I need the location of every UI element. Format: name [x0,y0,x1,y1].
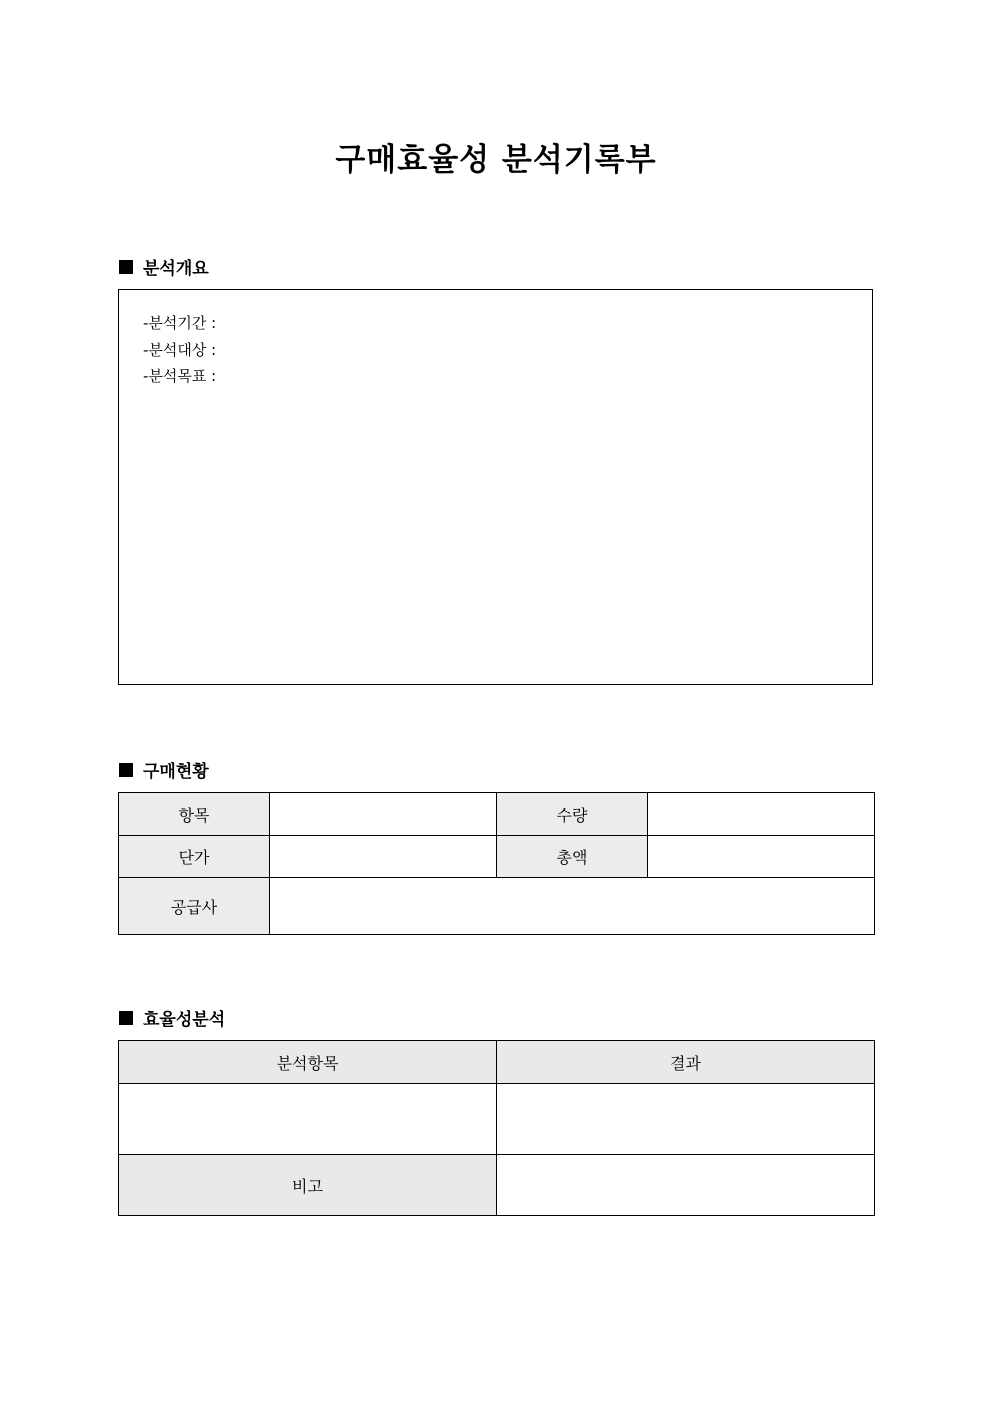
remarks-value-cell[interactable] [497,1155,875,1216]
quantity-value-cell[interactable] [648,793,875,836]
table-row [119,878,875,935]
analysis-goal-field: -분석목표 : [143,367,217,385]
section-heading-purchase-status [119,757,209,782]
analysis-period-field: -분석기간 : [143,314,217,332]
square-bullet-icon [119,1011,133,1025]
overview-box[interactable] [118,289,873,685]
total-amount-label: 총액 [497,836,648,878]
result-cell[interactable] [497,1084,875,1155]
purchase-status-table [118,792,875,935]
section-heading-efficiency-analysis [119,1005,225,1030]
unit-price-value-cell[interactable] [270,836,497,878]
document-title: 구매효율성 분석기록부 [335,142,657,178]
column-header-result: 결과 [497,1041,875,1084]
table-header-row [119,1041,875,1084]
section-heading-overview [119,254,209,279]
section-heading-label: 구매현황 [143,762,209,782]
analysis-target-field: -분석대상 : [143,340,217,359]
supplier-value-cell[interactable] [270,878,875,935]
section-heading-label: 분석개요 [143,259,209,279]
remarks-label: 비고 [119,1155,497,1216]
efficiency-analysis-table [118,1040,875,1216]
item-value-cell[interactable] [270,793,497,836]
supplier-label: 공급사 [119,878,270,935]
square-bullet-icon [119,260,133,274]
item-label: 항목 [119,793,270,836]
quantity-label: 수량 [497,793,648,836]
overview-lines [143,310,216,390]
table-row [119,836,875,878]
column-header-analysis-item: 분석항목 [119,1041,497,1084]
unit-price-label: 단가 [119,836,270,878]
square-bullet-icon [119,763,133,777]
analysis-item-cell[interactable] [119,1084,497,1155]
table-row [119,1155,875,1216]
total-amount-value-cell[interactable] [648,836,875,878]
section-heading-label: 효율성분석 [143,1010,226,1030]
table-row [119,1084,875,1155]
table-row [119,793,875,836]
